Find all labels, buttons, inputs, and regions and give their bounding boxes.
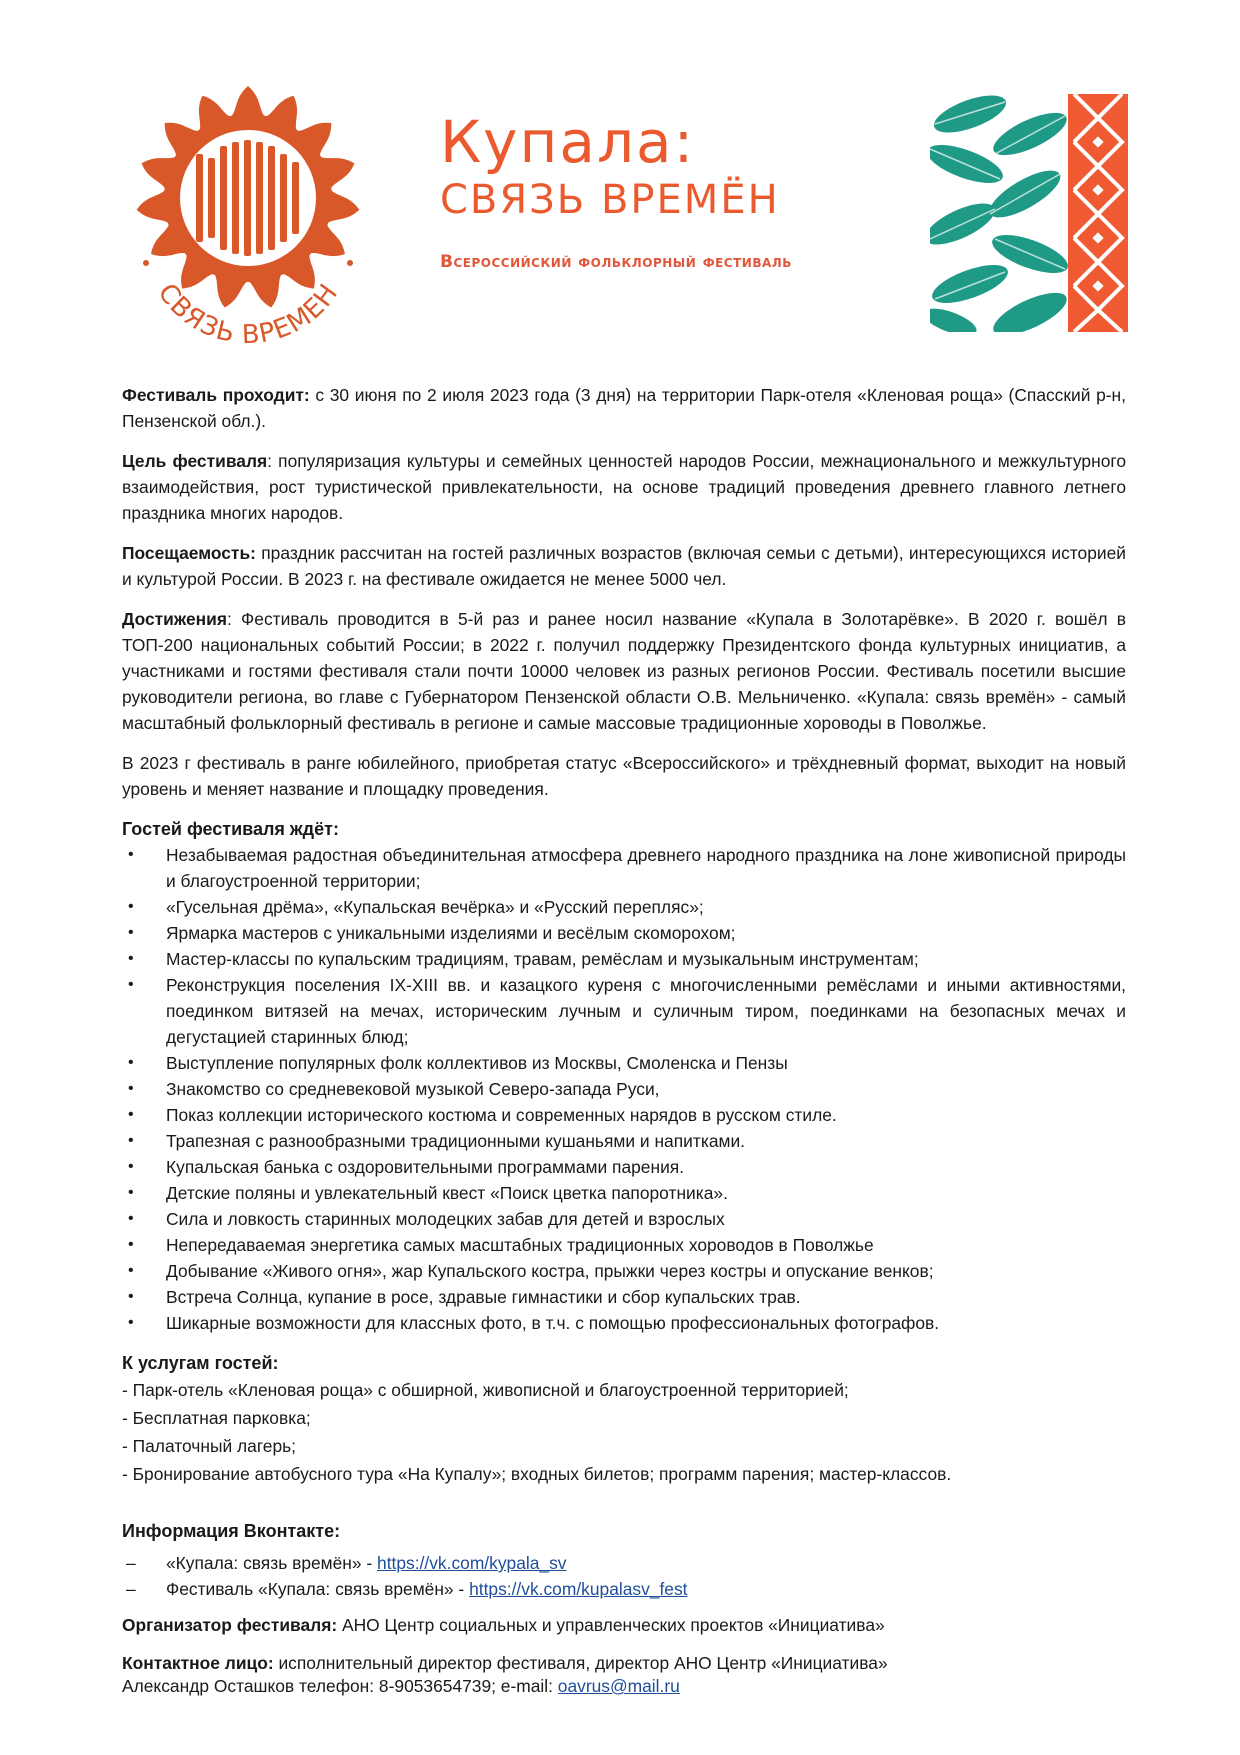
dates-label: Фестиваль проходит: [122,385,310,405]
vk-heading: Информация Вконтакте: [122,1521,341,1541]
service-item: - Палаточный лагерь; [122,1436,297,1456]
service-item: - Бесплатная парковка; [122,1408,311,1428]
awaits-list [122,842,1126,1336]
festival-title-line2: СВЯЗЬ ВРЕМЁН [440,177,780,223]
contact-email-link[interactable]: oavrus@mail.ru [557,1676,680,1696]
goal-paragraph [122,448,1126,526]
svg-text:СВЯЗЬ ВРЕМЕН: СВЯЗЬ ВРЕМЕН [151,278,345,350]
anniversary-paragraph: В 2023 г фестиваль в ранге юбилейного, приобретая статус «Всероссийского» и трёхдневный формат, выходит на новый уровень и меняет название и площадку проведения. [122,753,1126,799]
vk-link-kupalasv-fest[interactable]: https://vk.com/kupalasv_fest [469,1579,688,1599]
contact-line2: Александр Осташков телефон: 8-9053654739; e-mail: [122,1676,558,1696]
list-item: • Ярмарка мастеров с уникальными изделиями и весёлым скоморохом; [122,920,1126,946]
list-item: • Непередаваемая энергетика самых масштабных традиционных хороводов в Поволжье [122,1232,1126,1258]
list-item: • Сила и ловкость старинных молодецких забав для детей и взрослых [122,1206,1126,1232]
service-item: - Бронирование автобусного тура «На Купалу»; входных билетов; программ парения; мастер-классов. [122,1464,952,1484]
service-item: - Парк-отель «Кленовая роща» с обширной, живописной и благоустроенной территорией; [122,1380,849,1400]
contact-paragraph [122,1652,1126,1698]
awaits-heading: Гостей фестиваля ждёт: [122,819,339,839]
organizer-text: АНО Центр социальных и управленческих проектов «Инициатива» [337,1615,885,1635]
goal-label: Цель фестиваля [122,451,268,471]
goal-text: : популяризация культуры и семейных ценностей народов России, межнационального и межкультурного взаимодействия, рост туристической привлекательности, на основе традиций проведения древнего главного летнего праздника многих народов. [122,451,1126,523]
list-item: • Мастер-классы по купальским традициям, травам, ремёслам и музыкальным инструментам; [122,946,1126,972]
contact-text: исполнительный директор фестиваля, директор АНО Центр «Инициатива» [273,1653,888,1673]
list-item: • Показ коллекции исторического костюма и современных нарядов в русском стиле. [122,1102,1126,1128]
achievements-label: Достижения [122,609,227,629]
vk-link-item [122,1550,1126,1576]
document-body [122,382,1126,1712]
vk-link-label: Фестиваль «Купала: связь времён» - [166,1579,470,1599]
list-item: • Шикарные возможности для классных фото, в т.ч. с помощью профессиональных фотографов. [122,1310,1126,1336]
list-item: • Незабываемая радостная объединительная атмосфера древнего народного праздника на лоне живописной природы и благоустроенной территории; [122,842,1126,894]
services-list [122,1376,1126,1488]
list-item: • Реконструкция поселения IX-XIII вв. и казацкого куреня с многочисленными ремёслами и иными активностями, поединком витязей на мечах, историческим лучным и суличным тиром, поединками на безопасных мечах и дегустацией старинных блюд; [122,972,1126,1050]
contact-label: Контактное лицо: [122,1653,274,1673]
list-item: • Добывание «Живого огня», жар Купальского костра, прыжки через костры и опускание венков; [122,1258,1126,1284]
list-item: • Встреча Солнца, купание в росе, здравые гимнастики и сбор купальских трав. [122,1284,1126,1310]
services-heading: К услугам гостей: [122,1353,279,1373]
dates-paragraph [122,382,1126,434]
vk-links-list [122,1550,1126,1602]
vk-link-kypala-sv[interactable]: https://vk.com/kypala_sv [377,1553,567,1573]
vk-link-item [122,1576,1126,1602]
attendance-paragraph [122,540,1126,592]
list-item: • Купальская банька с оздоровительными программами парения. [122,1154,1126,1180]
organizer-paragraph [122,1612,1126,1638]
list-item: • Детские поляны и увлекательный квест «Поиск цветка папоротника». [122,1180,1126,1206]
list-item: • Знакомство со средневековой музыкой Северо-запада Руси, [122,1076,1126,1102]
achievements-text: : Фестиваль проводится в 5-й раз и ранее носил название «Купала в Золотарёвке». В 2020 г. вошёл в ТОП-200 национальных событий России; в 2022 г. получил поддержку Президентского фонда культурных инициатив, а участниками и гостями фестиваля стали почти 10000 человек из разных регионов России. Фестиваль посетили высшие руководители региона, во главе с Губернатором Пензенской области О.В. Мельниченко. «Купала: связь времён» - самый масштабный фольклорный фестиваль в регионе и самые массовые традиционные хороводы в Поволжье. [122,609,1126,733]
festival-title-block [440,110,792,272]
list-item: • Выступление популярных фолк коллективов из Москвы, Смоленска и Пензы [122,1050,1126,1076]
kupala-sun-logo [118,80,378,350]
folk-pattern-image [930,94,1128,332]
vk-link-label: «Купала: связь времён» - [166,1553,378,1573]
document-header [0,0,1240,360]
attendance-label: Посещаемость: [122,543,256,563]
list-item: • Трапезная с разнообразными традиционными кушаньями и напитками. [122,1128,1126,1154]
dates-text: с 30 июня по 2 июля 2023 года (3 дня) на территории Парк-отеля «Кленовая роща» (Спасский р-н, Пензенской обл.). [122,385,1126,431]
list-item: • «Гусельная дрёма», «Купальская вечёрка» и «Русский перепляс»; [122,894,1126,920]
attendance-text: праздник рассчитан на гостей различных возрастов (включая семьи с детьми), интересующихся историей и культурой России. В 2023 г. на фестивале ожидается не менее 5000 чел. [122,543,1126,589]
festival-subtitle: Всероссийский фольклорный фестиваль [440,252,792,272]
organizer-label: Организатор фестиваля: [122,1615,338,1635]
festival-title-line1: Купала: [440,108,696,176]
achievements-paragraph [122,606,1126,736]
